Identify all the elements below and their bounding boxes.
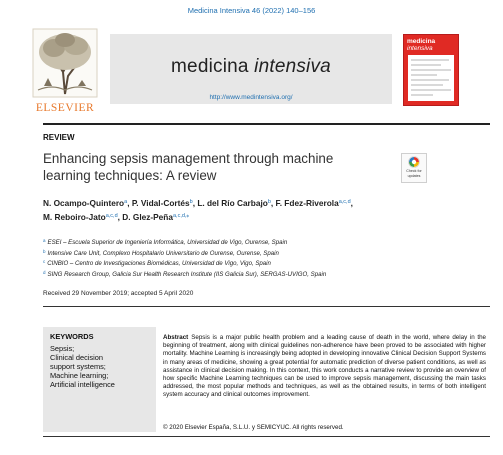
- check-updates-label-1: Check for: [406, 169, 422, 173]
- cover-text-line: [411, 94, 433, 96]
- header-divider: [43, 123, 490, 125]
- journal-url-link[interactable]: http://www.medintensiva.org/: [209, 94, 293, 101]
- keyword-item: Clinical decision: [50, 353, 103, 362]
- author-affiliation-marker[interactable]: a: [124, 199, 128, 205]
- affiliation-item: [43, 248, 493, 259]
- cover-text-line: [411, 84, 443, 86]
- affiliations-list: [43, 237, 493, 279]
- author-affiliation-marker[interactable]: b: [267, 199, 271, 205]
- journal-title-regular: medicina: [171, 56, 255, 77]
- journal-header: [6, 22, 492, 120]
- keyword-item: Sepsis;: [50, 344, 75, 353]
- cover-text-line: [411, 74, 437, 76]
- cover-title: [407, 38, 435, 52]
- author-separator: ,: [350, 198, 353, 208]
- affiliation-text: ESEI – Escuela Superior de Ingeniería Informática, Universidad de Vigo, Ourense, Spain: [47, 239, 288, 246]
- affiliation-marker: b: [43, 248, 46, 254]
- check-updates-label-2: updates: [407, 174, 421, 178]
- abstract-text: Sepsis is a major public health problem and a leading cause of death in the world, where delay in the beginning of treatment, along with clinical guidelines non-adherence have been proved to be associated with higher mortality. Machine Learning is increasingly being adopted in developing innovative Clinical Decision Support Systems in many areas of medicine, showing a great potential for automatic prediction of diverse patient conditions, as well as assistance in clinical decision making. In this context, this work conducts a narrative review to provide an overview of how specific Machine Learning techniques can be used to improve sepsis management, discussing the main tasks addressed, the most popular methods and techniques, as well as the obtained results, in terms of both intelligent system accuracy and clinical outcomes improvement.: [163, 334, 486, 399]
- elsevier-tree-logo-icon: [32, 28, 98, 98]
- affiliation-text: CINBIO – Centro de Investigaciones Biomédicas, Universidad de Vigo, Vigo, Spain: [47, 260, 271, 268]
- journal-title-italic: intensiva: [254, 56, 331, 77]
- author-separator: ,: [192, 198, 198, 208]
- author-name[interactable]: F. Fdez-Riverola: [275, 198, 339, 208]
- cover-title-line1: medicina: [407, 38, 436, 45]
- check-for-updates-button[interactable]: [401, 153, 427, 183]
- author-name[interactable]: P. Vidal-Cortés: [131, 198, 190, 208]
- author-affiliation-marker[interactable]: a,c,d,⁎: [172, 213, 190, 219]
- affiliation-marker: c: [43, 259, 46, 265]
- affiliation-marker: a: [43, 238, 46, 243]
- section-label: REVIEW: [43, 133, 75, 142]
- affiliation-item: [43, 237, 493, 248]
- abstract-body: [163, 334, 486, 400]
- affiliation-item: [43, 258, 493, 269]
- keyword-item: Artificial intelligence: [50, 380, 115, 389]
- check-for-updates-icon: [408, 156, 420, 168]
- affiliation-marker: d: [43, 269, 46, 275]
- cover-text-line: [411, 59, 449, 61]
- journal-title-box: [110, 34, 392, 104]
- author-affiliation-marker[interactable]: a,c,d: [105, 213, 118, 219]
- keyword-item: support systems;: [50, 362, 106, 371]
- keywords-heading: KEYWORDS: [50, 332, 94, 341]
- publisher-name: ELSEVIER: [35, 102, 95, 114]
- cover-text-line: [411, 69, 451, 71]
- publisher-logo[interactable]: [32, 28, 98, 114]
- keywords-panel: [43, 327, 156, 432]
- affiliation-item: [43, 269, 493, 280]
- abstract-bottom-divider: [43, 436, 490, 437]
- author-affiliation-marker[interactable]: b: [189, 199, 193, 205]
- copyright-notice: © 2020 Elsevier España, S.L.U. y SEMICYUC. All rights reserved.: [163, 424, 344, 431]
- author-name[interactable]: D. Glez-Peña: [122, 212, 173, 222]
- author-separator: ,: [117, 212, 123, 222]
- cover-title-line2: intensiva: [407, 45, 433, 52]
- affiliation-text: SING Research Group, Galicia Sur Health Research Institute (IIS Galicia Sur), SERGAS-UVIGO, Spain: [47, 270, 327, 278]
- cover-text-line: [411, 89, 451, 91]
- author-separator: ,: [127, 198, 132, 208]
- author-name[interactable]: M. Reboiro-Jato: [43, 212, 106, 222]
- abstract-heading: Abstract: [163, 334, 189, 341]
- author-name[interactable]: N. Ocampo-Quintero: [43, 198, 125, 208]
- journal-title: [110, 56, 392, 78]
- article-info-divider: [43, 306, 490, 307]
- author-list: [43, 196, 493, 224]
- affiliation-text: Intensive Care Unit, Complexo Hospitalario Universitario de Ourense, Ourense, Spain: [47, 249, 279, 257]
- author-name[interactable]: L. del Río Carbajo: [197, 198, 268, 208]
- keyword-item: Machine learning;: [50, 371, 109, 380]
- author-separator: ,: [270, 198, 276, 208]
- cover-text-line: [411, 79, 449, 81]
- cover-text-line: [411, 64, 441, 66]
- cover-contents: [408, 55, 454, 101]
- article-title: Enhancing sepsis management through machine learning techniques: A review: [43, 151, 334, 183]
- article-dates: Received 29 November 2019; accepted 5 April 2020: [43, 290, 194, 297]
- journal-cover-thumbnail[interactable]: [403, 34, 459, 106]
- journal-reference[interactable]: Medicina Intensiva 46 (2022) 140–156: [187, 6, 316, 15]
- author-affiliation-marker[interactable]: a,c,d: [338, 199, 351, 205]
